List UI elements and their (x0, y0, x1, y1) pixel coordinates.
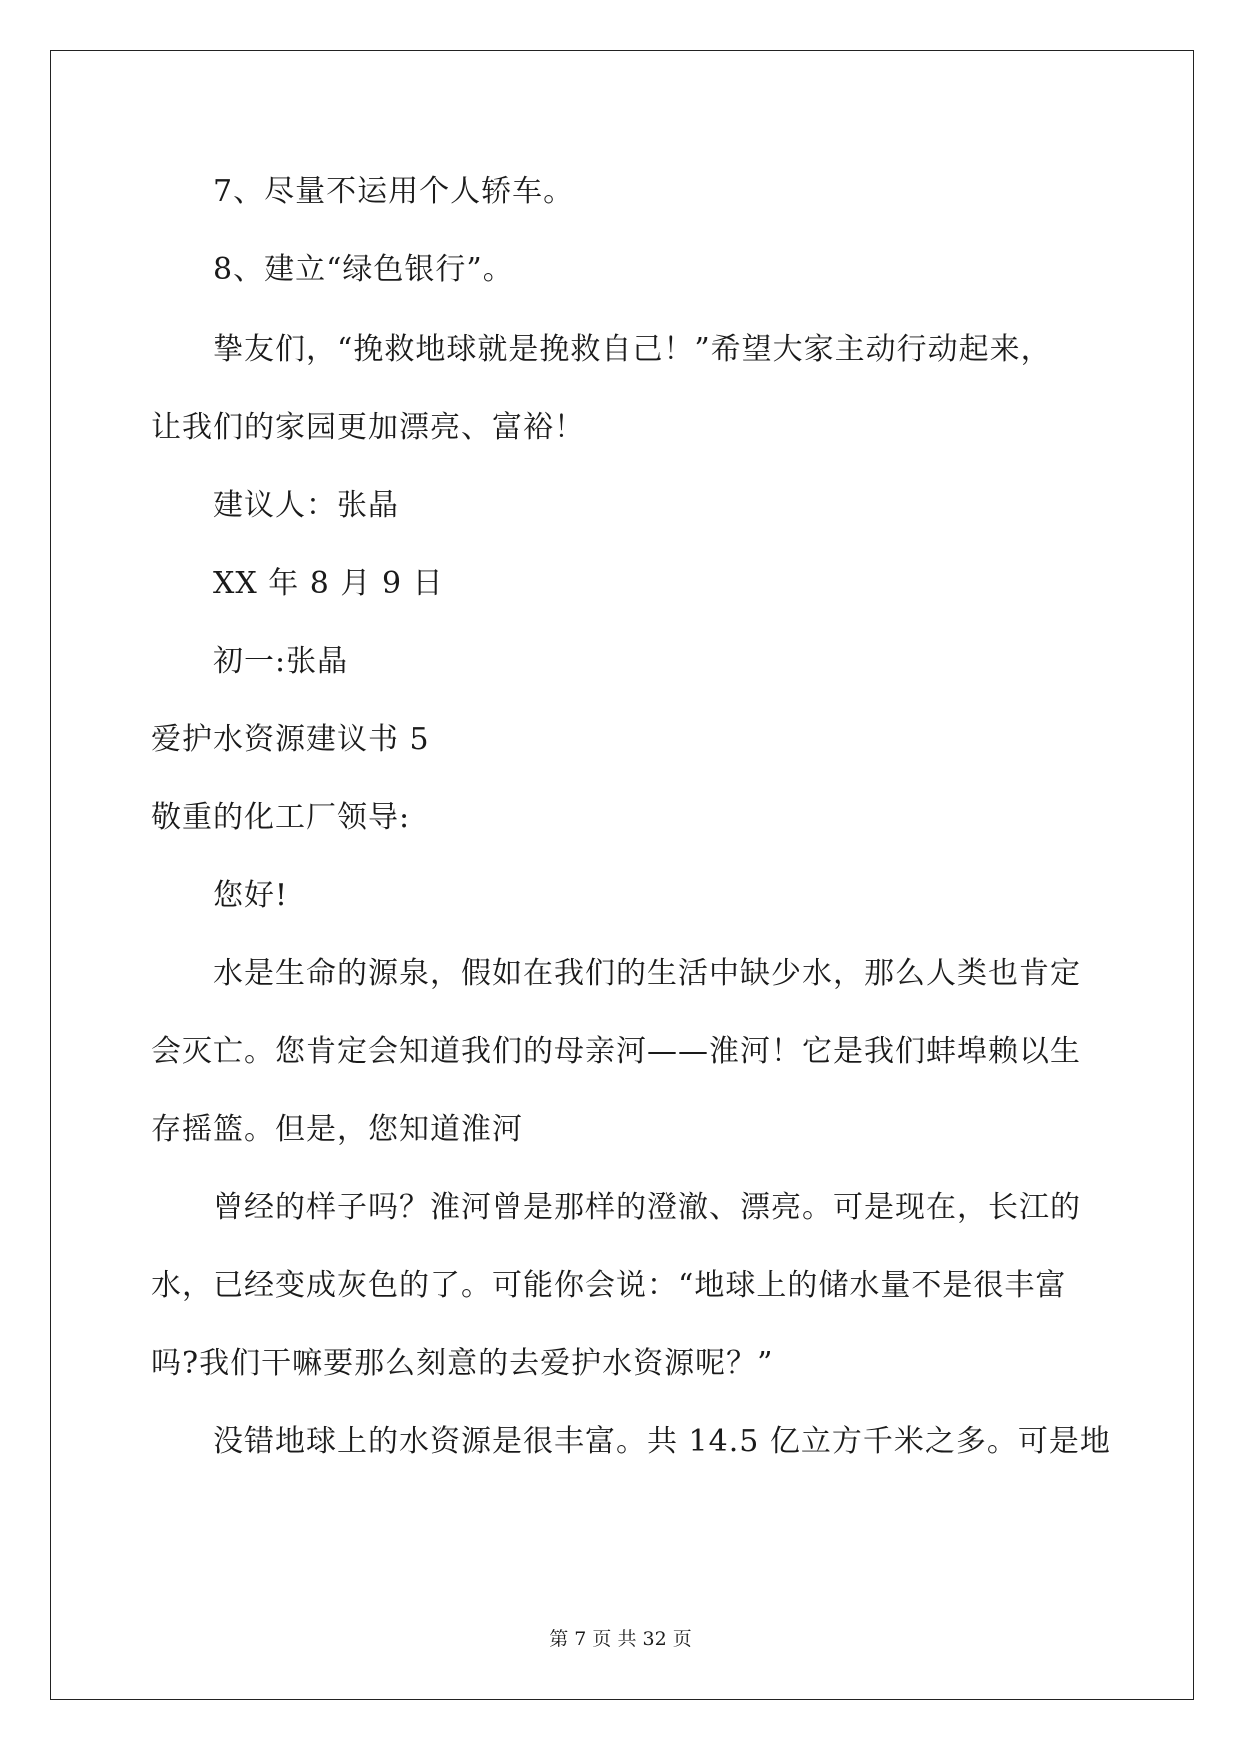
body-line: 让我们的家园更加漂亮、富裕！ (151, 410, 585, 445)
body-line: 7、尽量不运用个人轿车。 (213, 174, 575, 209)
section-title: 爱护水资源建议书 5 (151, 722, 430, 757)
body-line: 挚友们，“挽救地球就是挽救自己！”希望大家主动行动起来， (213, 332, 1052, 367)
body-line: 8、建立“绿色银行”。 (213, 252, 514, 287)
salutation: 敬重的化工厂领导: (151, 800, 411, 835)
body-line: 水是生命的源泉，假如在我们的生活中缺少水，那么人类也肯定 (213, 956, 1081, 991)
greeting: 您好! (213, 878, 289, 913)
body-line: 水，已经变成灰色的了。可能你会说：“地球上的储水量不是很丰富 (151, 1268, 1067, 1303)
body-line: 吗?我们干嘛要那么刻意的去爱护水资源呢？” (151, 1346, 774, 1381)
signature-line: 建议人：张晶 (213, 488, 399, 523)
body-line: 存摇篮。但是，您知道淮河 (151, 1112, 523, 1147)
body-line: 会灭亡。您肯定会知道我们的母亲河——淮河！它是我们蚌埠赖以生 (151, 1034, 1081, 1069)
author-line: 初一:张晶 (213, 644, 349, 679)
body-line: 没错地球上的水资源是很丰富。共 14.5 亿立方千米之多。可是地 (213, 1424, 1111, 1459)
date-line: XX 年 8 月 9 日 (213, 566, 444, 601)
body-line: 曾经的样子吗？淮河曾是那样的澄澈、漂亮。可是现在，长江的 (213, 1190, 1081, 1225)
page-footer: 第 7 页 共 32 页 (549, 1628, 692, 1650)
